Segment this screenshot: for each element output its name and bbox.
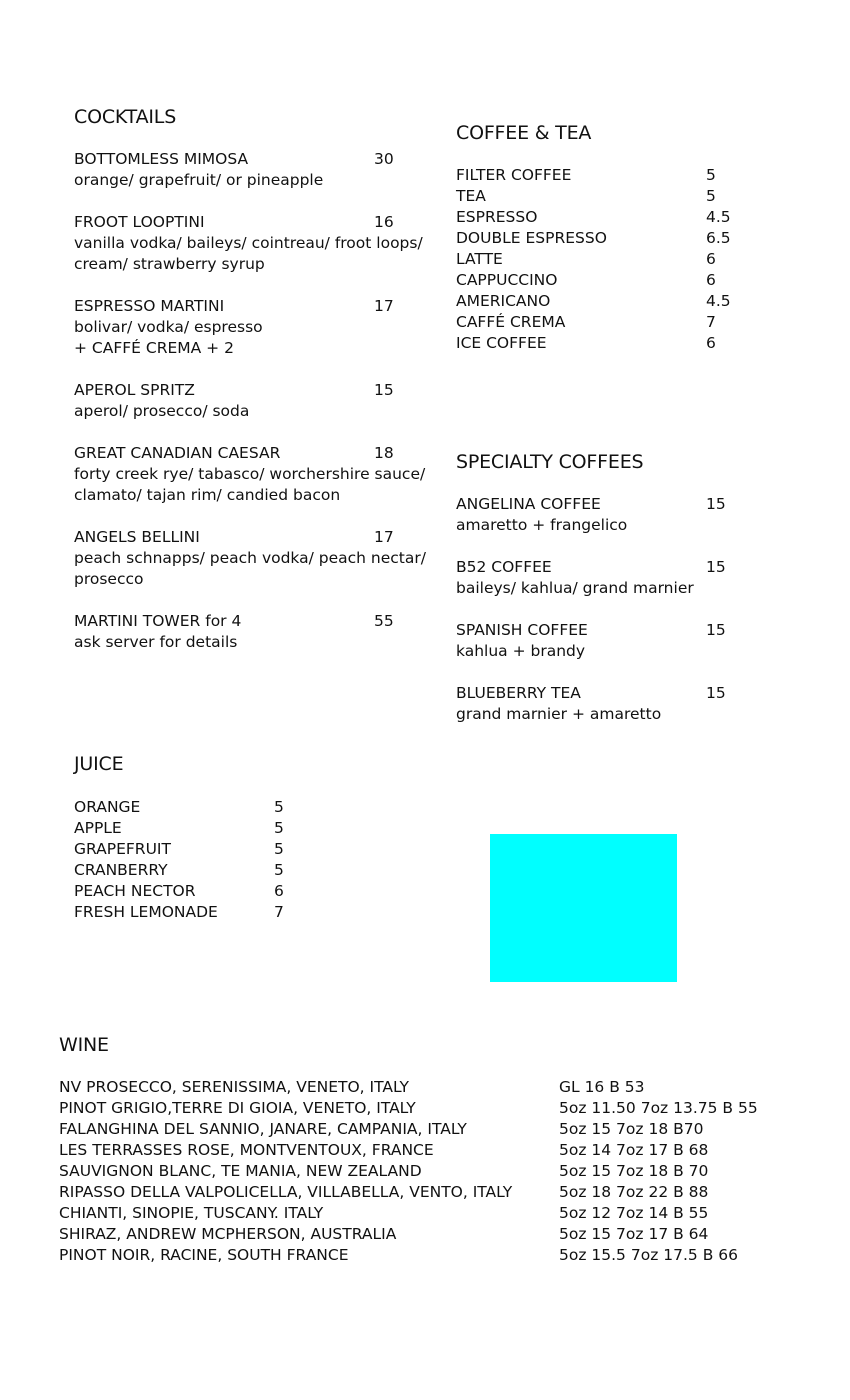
item-name: CAFFÉ CREMA bbox=[456, 313, 566, 331]
item-name: CRANBERRY bbox=[74, 861, 168, 879]
item-name: ESPRESSO bbox=[456, 208, 538, 226]
menu-item-row bbox=[456, 620, 726, 641]
item-price: 17 bbox=[374, 528, 394, 546]
item-price: 6.5 bbox=[706, 229, 731, 247]
menu-item bbox=[74, 902, 284, 923]
item-price: 18 bbox=[374, 444, 394, 462]
coffee-tea-heading: COFFEE & TEA bbox=[456, 122, 592, 144]
menu-item-row bbox=[456, 270, 716, 291]
menu-item-row bbox=[456, 494, 726, 515]
item-price: 5 bbox=[274, 819, 284, 837]
menu-item-row bbox=[456, 186, 716, 207]
item-name: B52 COFFEE bbox=[456, 558, 552, 576]
item-price: 5oz 11.50 7oz 13.75 B 55 bbox=[559, 1099, 758, 1117]
item-description: clamato/ tajan rim/ candied bacon bbox=[74, 486, 341, 504]
item-name: GRAPEFRUIT bbox=[74, 840, 171, 858]
item-price: 5 bbox=[706, 187, 716, 205]
item-price: 5 bbox=[274, 861, 284, 879]
menu-item bbox=[59, 1140, 709, 1161]
item-price: 5 bbox=[274, 840, 284, 858]
item-name: ICE COFFEE bbox=[456, 334, 547, 352]
item-price: 5oz 12 7oz 14 B 55 bbox=[559, 1204, 709, 1222]
menu-item-row bbox=[456, 333, 716, 354]
item-description: baileys/ kahlua/ grand marnier bbox=[456, 579, 694, 597]
coffee-tea-list bbox=[456, 165, 731, 354]
menu-item bbox=[456, 291, 731, 312]
menu-item bbox=[74, 881, 284, 902]
item-description: aperol/ prosecco/ soda bbox=[74, 402, 250, 420]
item-price: 15 bbox=[706, 684, 726, 702]
item-price: 5oz 15.5 7oz 17.5 B 66 bbox=[559, 1246, 738, 1264]
item-description: peach schnapps/ peach vodka/ peach nectar/ bbox=[74, 549, 426, 567]
menu-item bbox=[456, 270, 716, 291]
item-name: LATTE bbox=[456, 250, 503, 268]
item-description: bolivar/ vodka/ espresso bbox=[74, 318, 263, 336]
menu-item-row bbox=[456, 683, 726, 704]
menu-item-row bbox=[456, 557, 726, 578]
item-description: forty creek rye/ tabasco/ worchershire sauce/ bbox=[74, 465, 426, 483]
item-description: kahlua + brandy bbox=[456, 642, 586, 660]
menu-item-row bbox=[74, 818, 284, 839]
item-description: amaretto + frangelico bbox=[456, 516, 628, 534]
wine-heading: WINE bbox=[59, 1034, 109, 1056]
item-name: AMERICANO bbox=[456, 292, 551, 310]
item-price: 4.5 bbox=[706, 208, 731, 226]
item-name: SHIRAZ, ANDREW MCPHERSON, AUSTRALIA bbox=[59, 1225, 397, 1243]
menu-item-row bbox=[456, 249, 716, 270]
menu-item-row bbox=[456, 228, 731, 249]
item-price: 15 bbox=[374, 381, 394, 399]
item-description: orange/ grapefruit/ or pineapple bbox=[74, 171, 324, 189]
menu-item-row bbox=[74, 797, 284, 818]
menu-item-row bbox=[59, 1098, 758, 1119]
menu-item-row bbox=[59, 1161, 709, 1182]
item-name: FRESH LEMONADE bbox=[74, 903, 218, 921]
item-name: FROOT LOOPTINI bbox=[74, 213, 205, 231]
cocktails-list bbox=[74, 149, 426, 674]
menu-item bbox=[456, 228, 731, 249]
item-price: 4.5 bbox=[706, 292, 731, 310]
menu-item-row bbox=[59, 1182, 709, 1203]
menu-item bbox=[59, 1182, 709, 1203]
menu-item bbox=[456, 249, 716, 270]
item-price: 17 bbox=[374, 297, 394, 315]
item-price: 7 bbox=[706, 313, 716, 331]
menu-item bbox=[456, 207, 731, 228]
item-name: PEACH NECTOR bbox=[74, 882, 196, 900]
item-name: APPLE bbox=[74, 819, 122, 837]
item-price: 15 bbox=[706, 621, 726, 639]
item-description: grand marnier + amaretto bbox=[456, 705, 662, 723]
menu-item bbox=[74, 611, 426, 653]
item-name: ANGELS BELLINI bbox=[74, 528, 200, 546]
menu-item bbox=[74, 860, 284, 881]
item-price: 6 bbox=[274, 882, 284, 900]
item-name: CHIANTI, SINOPIE, TUSCANY. ITALY bbox=[59, 1204, 324, 1222]
menu-item-row bbox=[74, 860, 284, 881]
item-price: 5 bbox=[706, 166, 716, 184]
item-name: DOUBLE ESPRESSO bbox=[456, 229, 607, 247]
menu-item-row bbox=[74, 839, 284, 860]
menu-item-row bbox=[74, 443, 426, 464]
item-name: BOTTOMLESS MIMOSA bbox=[74, 150, 249, 168]
item-price: 15 bbox=[706, 558, 726, 576]
menu-item bbox=[59, 1077, 645, 1098]
item-price: 5oz 15 7oz 18 B70 bbox=[559, 1120, 704, 1138]
menu-item bbox=[456, 494, 726, 536]
item-description: cream/ strawberry syrup bbox=[74, 255, 265, 273]
menu-item bbox=[59, 1203, 709, 1224]
menu-item bbox=[456, 683, 726, 725]
cocktails-heading: COCKTAILS bbox=[74, 106, 177, 128]
menu-item bbox=[456, 165, 716, 186]
item-description: + CAFFÉ CREMA + 2 bbox=[74, 339, 234, 357]
menu-item-row bbox=[74, 380, 426, 401]
menu-item bbox=[59, 1119, 704, 1140]
menu-item-row bbox=[456, 165, 716, 186]
item-description: ask server for details bbox=[74, 633, 238, 651]
item-price: 5oz 15 7oz 17 B 64 bbox=[559, 1225, 709, 1243]
juice-heading: JUICE bbox=[74, 753, 124, 775]
item-name: APEROL SPRITZ bbox=[74, 381, 195, 399]
menu-item-row bbox=[59, 1203, 709, 1224]
menu-item bbox=[74, 839, 284, 860]
menu-item-row bbox=[59, 1245, 738, 1266]
menu-item bbox=[59, 1224, 709, 1245]
menu-item bbox=[74, 443, 426, 506]
menu-item-row bbox=[74, 212, 426, 233]
item-name: PINOT GRIGIO,TERRE DI GIOIA, VENETO, ITALY bbox=[59, 1099, 416, 1117]
menu-item-row bbox=[74, 149, 426, 170]
menu-item bbox=[456, 557, 726, 599]
menu-item bbox=[456, 186, 716, 207]
menu-item-row bbox=[74, 881, 284, 902]
menu-item bbox=[74, 818, 284, 839]
menu-item-row bbox=[74, 527, 426, 548]
menu-item bbox=[59, 1098, 758, 1119]
item-price: 7 bbox=[274, 903, 284, 921]
menu-item bbox=[456, 620, 726, 662]
item-name: FILTER COFFEE bbox=[456, 166, 572, 184]
menu-item-row bbox=[74, 296, 426, 317]
menu-item bbox=[74, 212, 426, 275]
item-name: FALANGHINA DEL SANNIO, JANARE, CAMPANIA, ITALY bbox=[59, 1120, 467, 1138]
item-price: 5oz 15 7oz 18 B 70 bbox=[559, 1162, 709, 1180]
menu-item-row bbox=[59, 1224, 709, 1245]
item-price: 5oz 14 7oz 17 B 68 bbox=[559, 1141, 709, 1159]
cyan-image-placeholder bbox=[490, 834, 677, 982]
item-name: GREAT CANADIAN CAESAR bbox=[74, 444, 281, 462]
item-price: 6 bbox=[706, 250, 716, 268]
menu-item bbox=[74, 797, 284, 818]
menu-item-row bbox=[59, 1077, 645, 1098]
specialty-coffees-heading: SPECIALTY COFFEES bbox=[456, 451, 644, 473]
item-name: ORANGE bbox=[74, 798, 141, 816]
item-name: RIPASSO DELLA VALPOLICELLA, VILLABELLA, VENTO, ITALY bbox=[59, 1183, 513, 1201]
item-price: 55 bbox=[374, 612, 394, 630]
item-name: ANGELINA COFFEE bbox=[456, 495, 601, 513]
menu-item-row bbox=[456, 207, 731, 228]
item-name: SPANISH COFFEE bbox=[456, 621, 588, 639]
menu-item-row bbox=[59, 1140, 709, 1161]
item-name: LES TERRASSES ROSE, MONTVENTOUX, FRANCE bbox=[59, 1141, 434, 1159]
item-price: 5 bbox=[274, 798, 284, 816]
menu-item bbox=[74, 380, 426, 422]
menu-item-row bbox=[74, 611, 426, 632]
menu-item bbox=[59, 1245, 738, 1266]
juice-list bbox=[74, 797, 284, 923]
item-price: 6 bbox=[706, 271, 716, 289]
menu-item-row bbox=[456, 291, 731, 312]
item-description: vanilla vodka/ baileys/ cointreau/ froot loops/ bbox=[74, 234, 423, 252]
menu-item-row bbox=[59, 1119, 704, 1140]
menu-item-row bbox=[456, 312, 716, 333]
item-name: BLUEBERRY TEA bbox=[456, 684, 581, 702]
item-name: TEA bbox=[456, 187, 486, 205]
specialty-coffees-list bbox=[456, 494, 726, 746]
menu-item bbox=[74, 527, 426, 590]
item-name: SAUVIGNON BLANC, TE MANIA, NEW ZEALAND bbox=[59, 1162, 422, 1180]
item-name: PINOT NOIR, RACINE, SOUTH FRANCE bbox=[59, 1246, 349, 1264]
item-name: CAPPUCCINO bbox=[456, 271, 558, 289]
menu-item bbox=[456, 312, 716, 333]
menu-item bbox=[456, 333, 716, 354]
item-price: 30 bbox=[374, 150, 394, 168]
item-description: prosecco bbox=[74, 570, 144, 588]
item-price: GL 16 B 53 bbox=[559, 1078, 645, 1096]
menu-item bbox=[74, 296, 426, 359]
wine-list bbox=[59, 1077, 758, 1266]
item-price: 5oz 18 7oz 22 B 88 bbox=[559, 1183, 709, 1201]
menu-item bbox=[74, 149, 426, 191]
item-price: 16 bbox=[374, 213, 394, 231]
item-name: NV PROSECCO, SERENISSIMA, VENETO, ITALY bbox=[59, 1078, 410, 1096]
item-name: MARTINI TOWER for 4 bbox=[74, 612, 242, 630]
item-price: 6 bbox=[706, 334, 716, 352]
item-name: ESPRESSO MARTINI bbox=[74, 297, 225, 315]
menu-item bbox=[59, 1161, 709, 1182]
menu-item-row bbox=[74, 902, 284, 923]
item-price: 15 bbox=[706, 495, 726, 513]
